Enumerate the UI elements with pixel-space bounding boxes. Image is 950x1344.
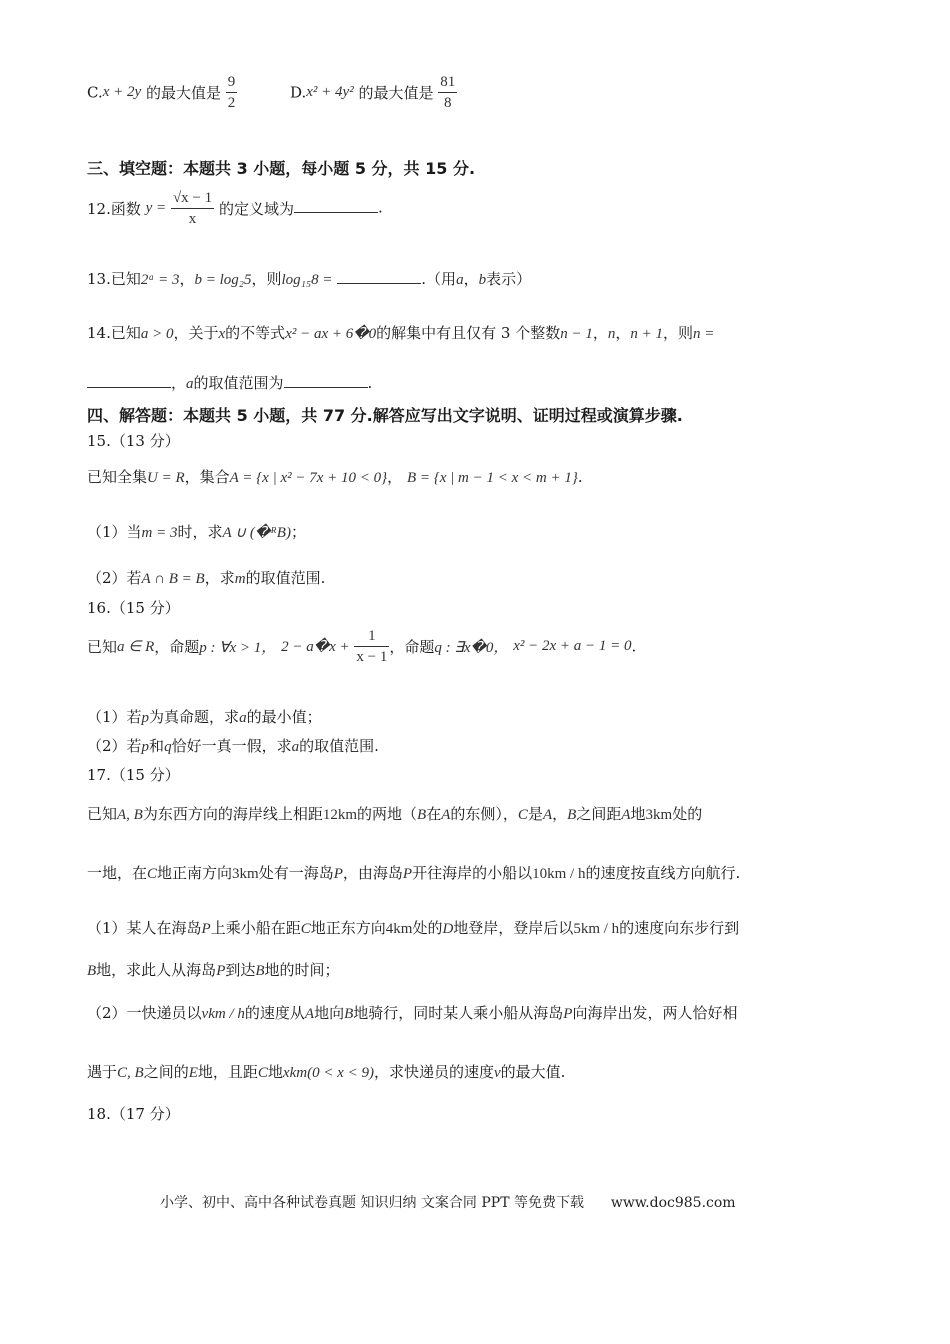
- fraction-81-8: $\frac{81}{8}$: [440, 74, 456, 111]
- question-15-part-2: （2）若A ∩ B = B，求m的取值范围.: [87, 569, 326, 587]
- question-14-line-2: ，a的取值范围为 .: [87, 372, 372, 393]
- question-17-line-5: （2）一快递员以vkm / h的速度从A地向B地骑行，同时某人乘小船从海岛P向海岸出发，两人恰好相: [87, 1004, 738, 1022]
- question-16-head: 16.（15 分）: [87, 599, 180, 617]
- question-17-line-3: （1）某人在海岛P上乘小船在距C地正东方向4km处的D地登岸，登岸后以5km / h的速度向东步行到: [87, 919, 740, 937]
- answer-blank: [87, 373, 171, 388]
- question-17-line-4: B地，求此人从海岛P到达B地的时间；: [87, 961, 340, 979]
- fraction-1-over-x-minus-1: $\frac{1}{x - 1}$: [356, 628, 388, 665]
- answer-blank: [284, 373, 368, 388]
- answer-blank: [337, 269, 421, 284]
- answer-blank: [294, 198, 378, 213]
- fraction-9-2: $\frac{9}{2}$: [227, 74, 236, 111]
- question-12: 12.函数 y = $\frac{√x - 1}{x}$ 的定义域为 .: [87, 190, 383, 227]
- footer-url[interactable]: www.doc985.com: [610, 1195, 736, 1211]
- footer-text: 小学、初中、高中各种试卷真题 知识归纳 文案合同 PPT 等免费下载: [160, 1195, 584, 1211]
- question-17-line-1: 已知A, B为东西方向的海岸线上相距12km的两地（B在A的东侧），C是A，B之间距A地3km处的: [87, 805, 703, 823]
- question-15-stem: 已知全集U = R，集合A = {x | x² − 7x + 10 < 0}， B = {x | m − 1 < x < m + 1}.: [87, 468, 583, 486]
- question-16-stem: 已知a ∈ R，命题p : ∀x > 1， 2 − a�x + $\frac{1}{x - 1}$ ，命题q : ∃x�0， x² − 2x + a − 1 = 0.: [87, 628, 637, 665]
- question-14-line-1: 14.已知a > 0，关于x的不等式x² − ax + 6�0的解集中有且仅有 3 个整数n − 1，n，n + 1，则n =: [87, 324, 715, 342]
- question-17-line-2: 一地，在C地正南方向3km处有一海岛P，由海岛P开往海岸的小船以10km / h的速度按直线方向航行.: [87, 864, 741, 882]
- question-17-head: 17.（15 分）: [87, 766, 180, 784]
- question-17-line-6: 遇于C, B之间的E地，且距C地xkm(0 < x < 9)，求快递员的速度v的最大值.: [87, 1063, 566, 1081]
- footer: [160, 1192, 736, 1212]
- question-18-head: 18.（17 分）: [87, 1105, 180, 1123]
- question-15-head: 15.（13 分）: [87, 432, 180, 450]
- section-3-title: 三、填空题：本题共 3 小题，每小题 5 分，共 15 分.: [87, 159, 476, 178]
- fraction-sqrt: $\frac{√x - 1}{x}$: [172, 190, 213, 227]
- question-16-part-2: （2）若p和q恰好一真一假，求a的取值范围.: [87, 737, 379, 755]
- question-15-part-1: （1）当m = 3时，求A ∪ (�ᴿB)；: [87, 523, 306, 541]
- question-13: 13.已知2ᵃ = 3，b = log₂5，则log₁₅8 = .（用a，b表示）: [87, 270, 532, 288]
- question-16-part-1: （1）若p为真命题，求a的最小值；: [87, 708, 322, 726]
- option-d: D.x² + 4y² 的最大值是 $\frac{81}{8}$: [290, 74, 456, 111]
- section-4-title: 四、解答题：本题共 5 小题，共 77 分.解答应写出文字说明、证明过程或演算步骤.: [87, 406, 683, 425]
- option-c: C.x + 2y 的最大值是 $\frac{9}{2}$: [87, 74, 236, 111]
